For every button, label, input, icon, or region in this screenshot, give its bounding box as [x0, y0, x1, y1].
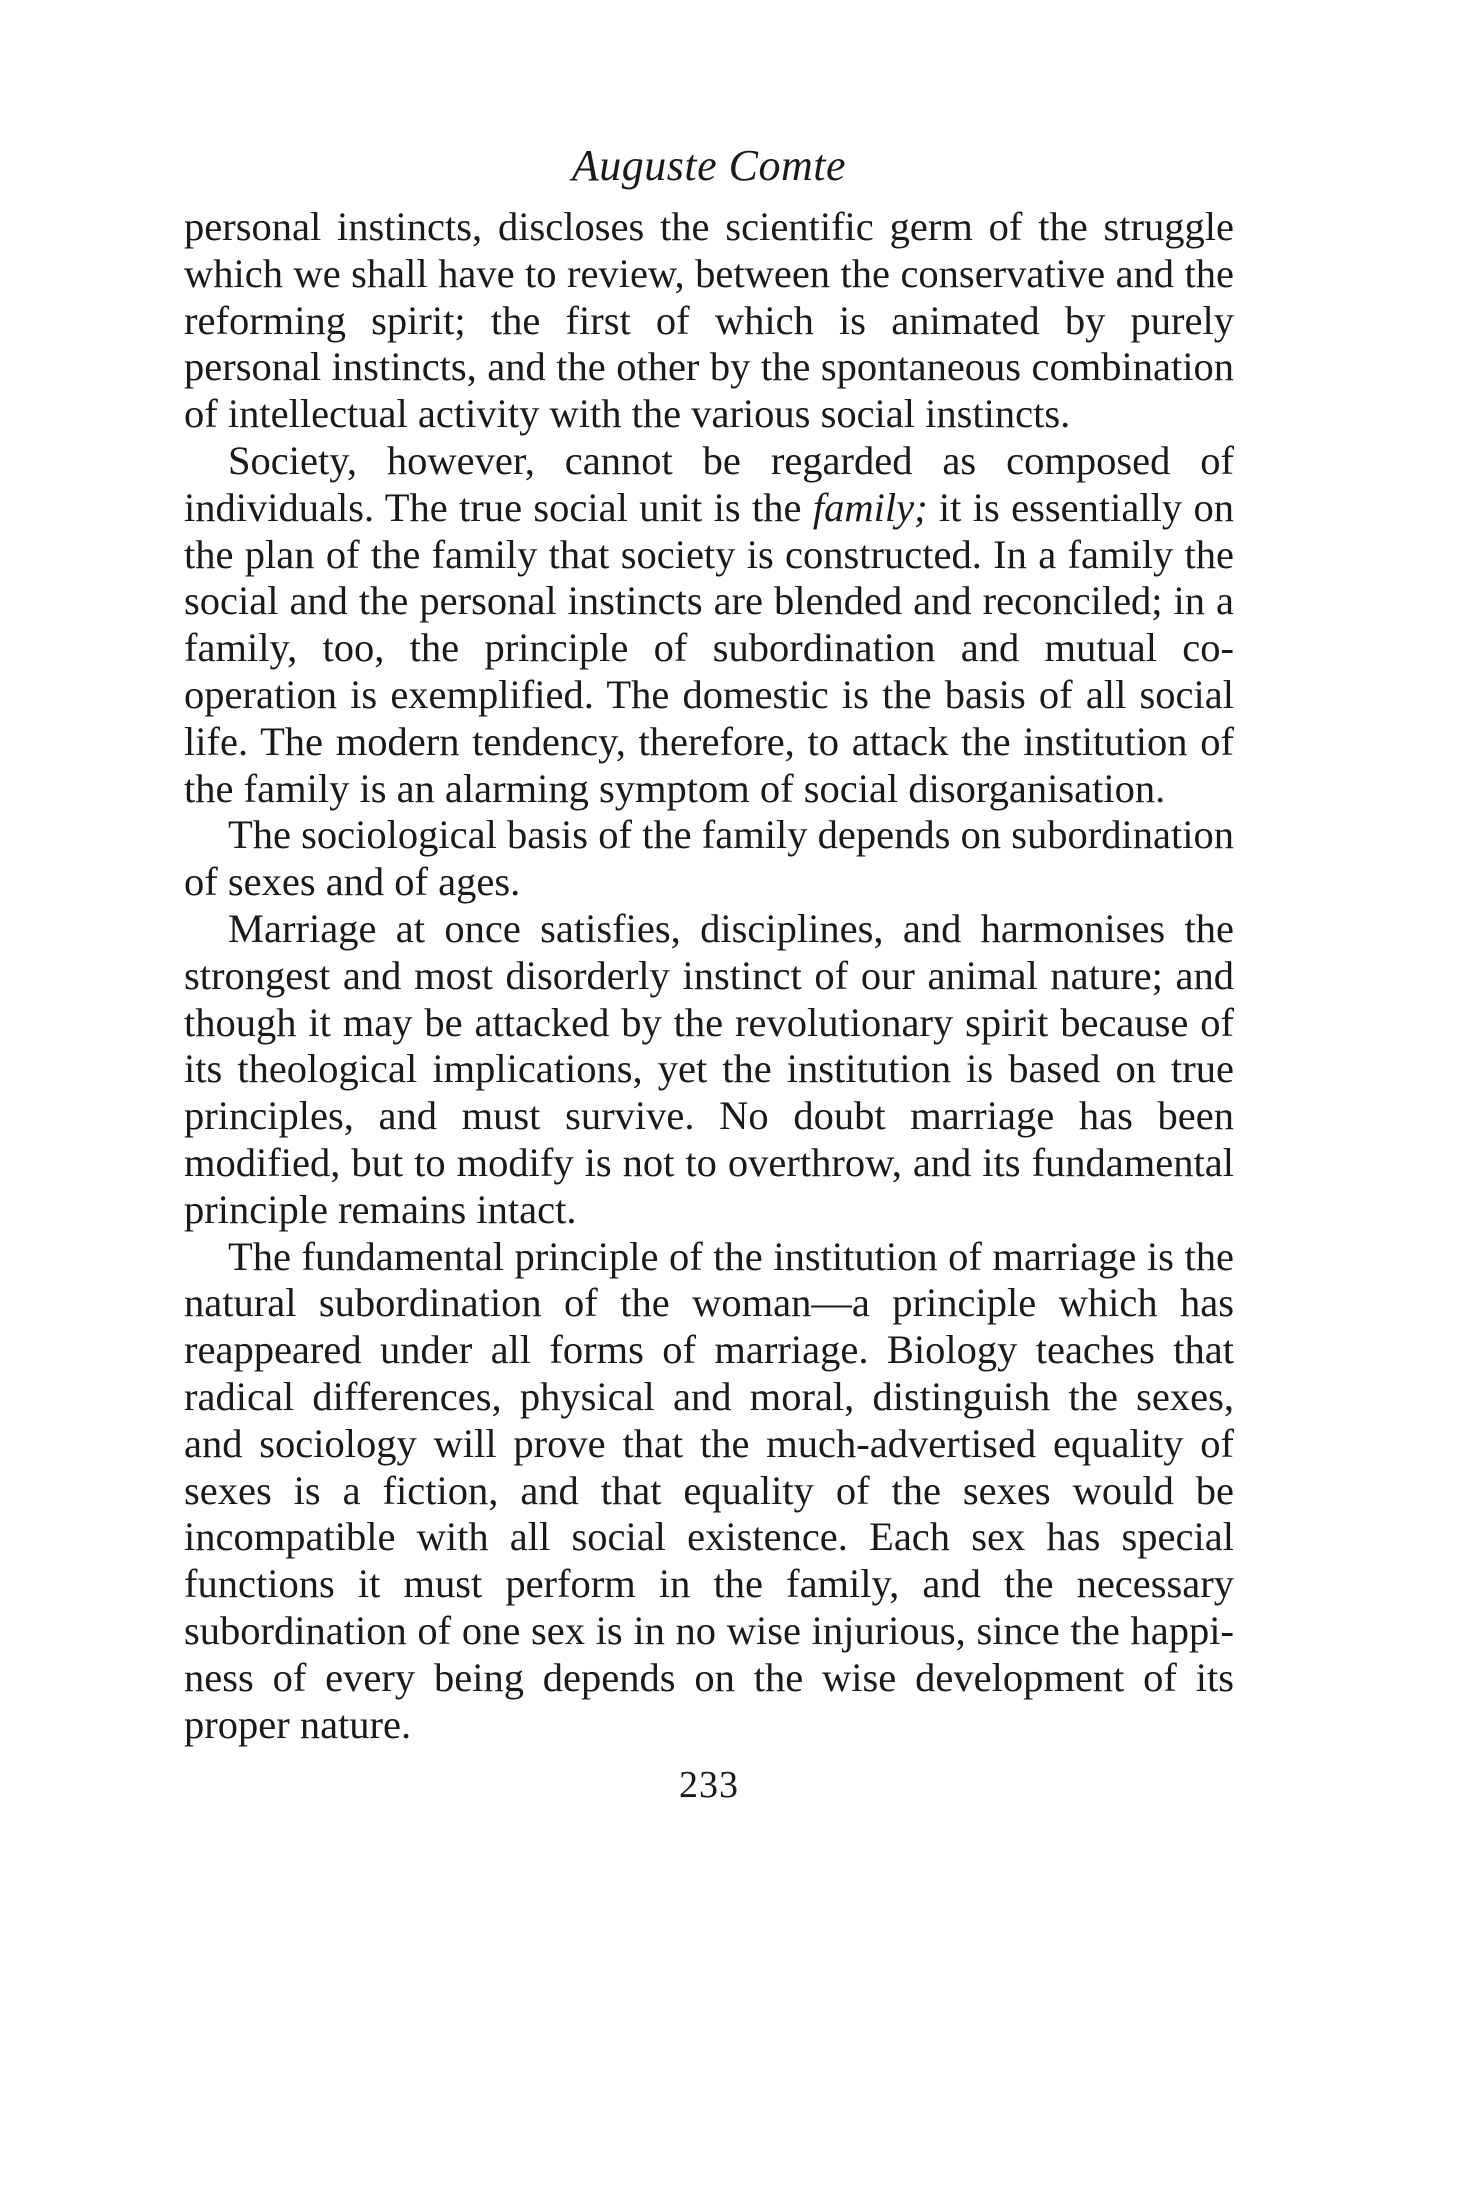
paragraph-4	[184, 906, 1234, 1234]
paragraph-5	[184, 1234, 1234, 1749]
paragraph-3-text: The sociological basis of the family depends on subordination of sexes and of ages.	[184, 812, 1234, 905]
paragraph-2-text-before: Society, however, cannot be regarded as composed of individuals. The true social unit is the	[184, 437, 1234, 530]
paragraph-2	[184, 438, 1234, 812]
paragraph-1-text: personal instincts, discloses the scientific germ of the struggle which we shall have to review, between the conservative and the reforming spirit; the first of which is animated by purely personal instincts, and the other by the spontaneous combination of intellectual activity with the various social instincts.	[184, 204, 1234, 437]
book-page	[184, 140, 1234, 1808]
paragraph-5-text: The fundamental principle of the institution of marriage is the natural subordination of the woman—a principle which has reappeared under all forms of marriage. Biology teaches that radical differences, physical and moral, distinguish the sexes, and sociology will prove that the much-advertised equality of sexes is a fiction, and that equality of the sexes would be incompatible with all social existence. Each sex has special functions it must perform in the family, and the necessary subordination of one sex is in no wise injurious, since the happiness of every being depends on the wise development of its proper nature.	[184, 1233, 1234, 1747]
paragraph-1	[184, 204, 1234, 438]
page-number: 233	[679, 1764, 739, 1807]
paragraph-3	[184, 812, 1234, 906]
running-head: Auguste Comte	[571, 141, 847, 190]
paragraph-4-text: Marriage at once satisfies, disciplines, and harmonises the strongest and most disorderly instinct of our animal nature; and though it may be attacked by the revolutionary spirit because of its theological implications, yet the institution is based on true principles, and must survive. No doubt marriage has been modified, but to modify is not to overthrow, and its fundamental principle remains intact.	[184, 905, 1234, 1232]
paragraph-2-emphasis: family;	[812, 484, 928, 530]
paragraph-2-text-after: it is essentially on the plan of the family that society is constructed. In a family the social and the personal instincts are blended and reconciled; in a family, too, the principle of subordination and mutual co-operation is exemplified. The domestic is the basis of all social life. The modern tendency, therefore, to attack the institution of the family is an alarming symptom of social disorganisation.	[184, 484, 1234, 811]
